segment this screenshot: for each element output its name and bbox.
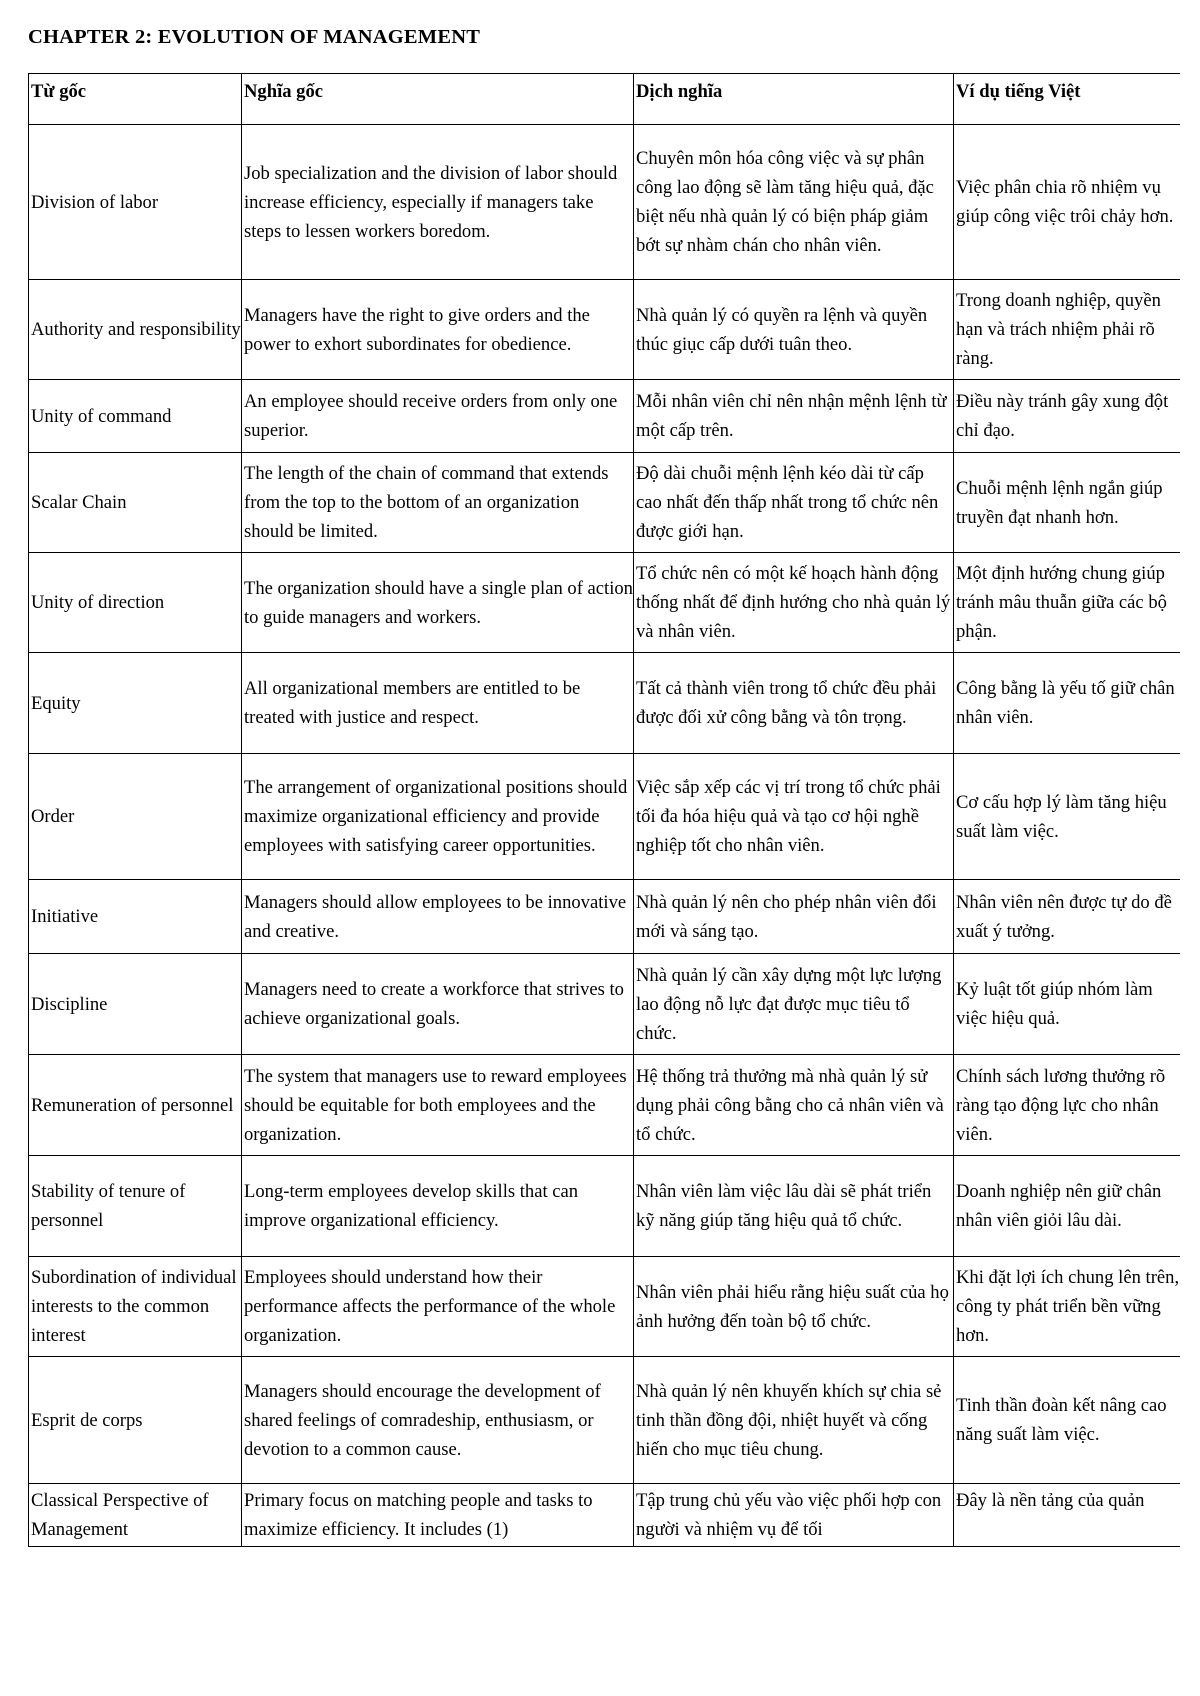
table-row — [29, 553, 1181, 653]
cell-meaning: The length of the chain of command that extends from the top to the bottom of an organization should be limited. — [242, 453, 634, 553]
table-row — [29, 1156, 1181, 1257]
cell-example: Cơ cấu hợp lý làm tăng hiệu suất làm việc. — [954, 754, 1181, 880]
cell-translation: Chuyên môn hóa công việc và sự phân công lao động sẽ làm tăng hiệu quả, đặc biệt nếu nhà quản lý có biện pháp giảm bớt sự nhàm chán cho nhân viên. — [634, 125, 954, 280]
cell-meaning: The system that managers use to reward employees should be equitable for both employees and the organization. — [242, 1055, 634, 1156]
table-row — [29, 380, 1181, 453]
cell-example: Chuỗi mệnh lệnh ngắn giúp truyền đạt nhanh hơn. — [954, 453, 1181, 553]
cell-example: Trong doanh nghiệp, quyền hạn và trách nhiệm phải rõ ràng. — [954, 280, 1181, 380]
header-original-meaning: Nghĩa gốc — [242, 74, 634, 125]
cell-translation: Tất cả thành viên trong tổ chức đều phải được đối xử công bằng và tôn trọng. — [634, 653, 954, 754]
table-row — [29, 1055, 1181, 1156]
cell-example: Một định hướng chung giúp tránh mâu thuẫn giữa các bộ phận. — [954, 553, 1181, 653]
cell-example: Tinh thần đoàn kết nâng cao năng suất làm việc. — [954, 1357, 1181, 1484]
cell-translation: Nhà quản lý cần xây dựng một lực lượng lao động nỗ lực đạt được mục tiêu tổ chức. — [634, 954, 954, 1055]
cell-translation: Tập trung chủ yếu vào việc phối hợp con người và nhiệm vụ để tối — [634, 1484, 954, 1547]
cell-example: Việc phân chia rõ nhiệm vụ giúp công việc trôi chảy hơn. — [954, 125, 1181, 280]
chapter-title: CHAPTER 2: EVOLUTION OF MANAGEMENT — [28, 26, 481, 48]
glossary-table — [28, 73, 1180, 1547]
cell-translation: Nhân viên phải hiểu rằng hiệu suất của họ ảnh hưởng đến toàn bộ tổ chức. — [634, 1257, 954, 1357]
table-row — [29, 880, 1181, 954]
cell-example: Đây là nền tảng của quản — [954, 1484, 1181, 1547]
cell-term: Authority and responsibility — [29, 280, 242, 380]
cell-example: Công bằng là yếu tố giữ chân nhân viên. — [954, 653, 1181, 754]
cell-translation: Nhà quản lý nên khuyến khích sự chia sẻ tinh thần đồng đội, nhiệt huyết và cống hiến cho mục tiêu chung. — [634, 1357, 954, 1484]
cell-term: Classical Perspective of Management — [29, 1484, 242, 1547]
table-row — [29, 954, 1181, 1055]
cell-term: Subordination of individual interests to the common interest — [29, 1257, 242, 1357]
table-row — [29, 280, 1181, 380]
cell-translation: Mỗi nhân viên chỉ nên nhận mệnh lệnh từ một cấp trên. — [634, 380, 954, 453]
cell-term: Unity of command — [29, 380, 242, 453]
cell-meaning: Managers need to create a workforce that strives to achieve organizational goals. — [242, 954, 634, 1055]
cell-term: Division of labor — [29, 125, 242, 280]
cell-meaning: Job specialization and the division of labor should increase efficiency, especially if managers take steps to lessen workers boredom. — [242, 125, 634, 280]
cell-example: Chính sách lương thưởng rõ ràng tạo động lực cho nhân viên. — [954, 1055, 1181, 1156]
cell-meaning: Managers should encourage the development of shared feelings of comradeship, enthusiasm, or devotion to a common cause. — [242, 1357, 634, 1484]
cell-term: Discipline — [29, 954, 242, 1055]
table-row — [29, 653, 1181, 754]
table-row — [29, 1357, 1181, 1484]
cell-example: Khi đặt lợi ích chung lên trên, công ty phát triển bền vững hơn. — [954, 1257, 1181, 1357]
cell-term: Order — [29, 754, 242, 880]
cell-meaning: The organization should have a single plan of action to guide managers and workers. — [242, 553, 634, 653]
header-translation: Dịch nghĩa — [634, 74, 954, 125]
cell-term: Scalar Chain — [29, 453, 242, 553]
cell-term: Remuneration of personnel — [29, 1055, 242, 1156]
header-source-term: Từ gốc — [29, 74, 242, 125]
cell-meaning: Managers should allow employees to be innovative and creative. — [242, 880, 634, 954]
cell-meaning: An employee should receive orders from only one superior. — [242, 380, 634, 453]
cell-meaning: Long-term employees develop skills that can improve organizational efficiency. — [242, 1156, 634, 1257]
table-row — [29, 1257, 1181, 1357]
cell-meaning: The arrangement of organizational positions should maximize organizational efficiency and provide employees with satisfying career opportunities. — [242, 754, 634, 880]
cell-term: Initiative — [29, 880, 242, 954]
cell-term: Stability of tenure of personnel — [29, 1156, 242, 1257]
cell-term: Equity — [29, 653, 242, 754]
cell-translation: Nhân viên làm việc lâu dài sẽ phát triển kỹ năng giúp tăng hiệu quả tổ chức. — [634, 1156, 954, 1257]
cell-term: Esprit de corps — [29, 1357, 242, 1484]
cell-translation: Nhà quản lý nên cho phép nhân viên đổi mới và sáng tạo. — [634, 880, 954, 954]
cell-translation: Độ dài chuỗi mệnh lệnh kéo dài từ cấp cao nhất đến thấp nhất trong tổ chức nên được giới hạn. — [634, 453, 954, 553]
cell-meaning: Primary focus on matching people and tasks to maximize efficiency. It includes (1) — [242, 1484, 634, 1547]
cell-example: Doanh nghiệp nên giữ chân nhân viên giỏi lâu dài. — [954, 1156, 1181, 1257]
cell-example: Điều này tránh gây xung đột chỉ đạo. — [954, 380, 1181, 453]
cell-term: Unity of direction — [29, 553, 242, 653]
cell-translation: Tổ chức nên có một kế hoạch hành động thống nhất để định hướng cho nhà quản lý và nhân viên. — [634, 553, 954, 653]
table-row — [29, 1484, 1181, 1547]
cell-meaning: Managers have the right to give orders and the power to exhort subordinates for obedience. — [242, 280, 634, 380]
table-row — [29, 125, 1181, 280]
cell-translation: Hệ thống trả thưởng mà nhà quản lý sử dụng phải công bằng cho cả nhân viên và tổ chức. — [634, 1055, 954, 1156]
cell-example: Kỷ luật tốt giúp nhóm làm việc hiệu quả. — [954, 954, 1181, 1055]
cell-meaning: Employees should understand how their performance affects the performance of the whole organization. — [242, 1257, 634, 1357]
table-row — [29, 754, 1181, 880]
glossary-table-wrapper — [28, 73, 1180, 1649]
table-header-row — [29, 74, 1181, 125]
cell-example: Nhân viên nên được tự do đề xuất ý tưởng. — [954, 880, 1181, 954]
header-vietnamese-example: Ví dụ tiếng Việt — [954, 74, 1181, 125]
cell-meaning: All organizational members are entitled to be treated with justice and respect. — [242, 653, 634, 754]
table-row — [29, 453, 1181, 553]
cell-translation: Việc sắp xếp các vị trí trong tổ chức phải tối đa hóa hiệu quả và tạo cơ hội nghề nghiệp tốt cho nhân viên. — [634, 754, 954, 880]
cell-translation: Nhà quản lý có quyền ra lệnh và quyền thúc giục cấp dưới tuân theo. — [634, 280, 954, 380]
